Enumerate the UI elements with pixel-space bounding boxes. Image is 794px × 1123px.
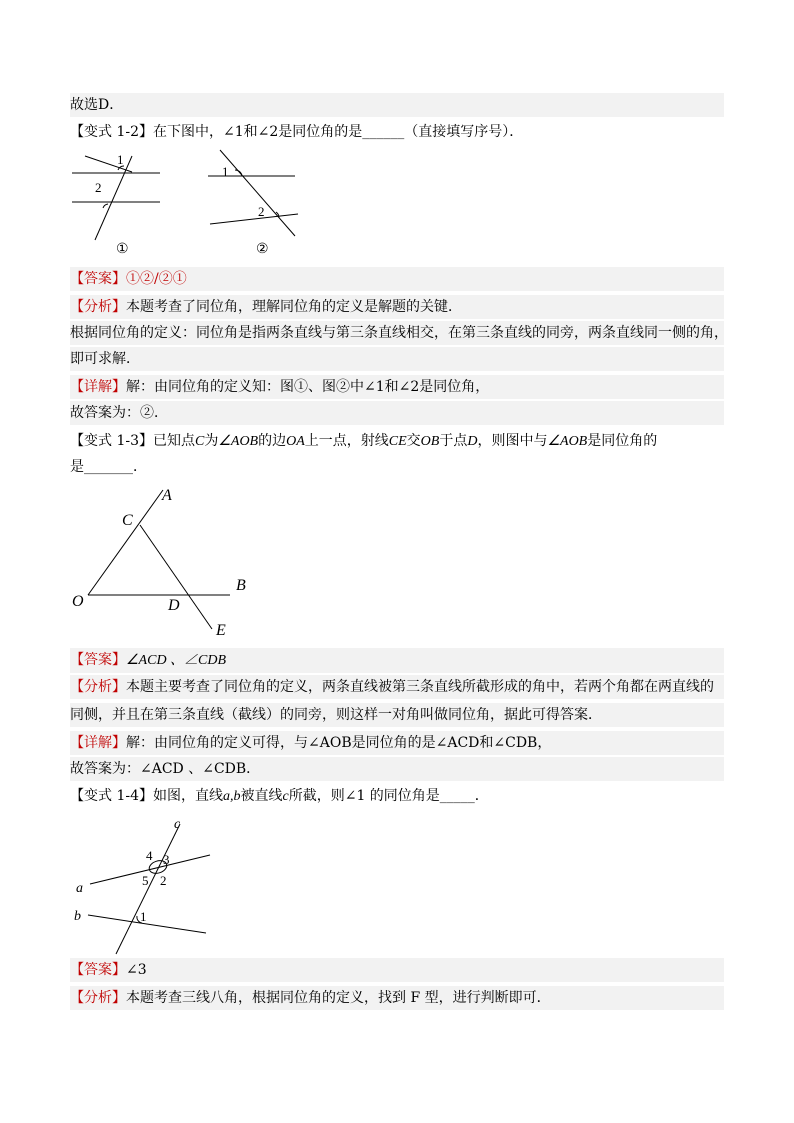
detail-tag: 【详解】	[70, 735, 126, 751]
analysis-text-2: 根据同位角的定义：同位角是指两条直线与第三条直线相交，在第三条直线的同旁，两条直线同一侧的角，	[70, 325, 728, 341]
detail-text: 解：由同位角的定义知：图①、图②中∠1和∠2是同位角，	[126, 379, 490, 395]
detail-1-2	[70, 375, 724, 399]
label-5: 5	[142, 873, 149, 888]
detail-1-3	[70, 731, 724, 755]
analysis-text: 本题主要考查了同位角的定义，两条直线被第三条直线所截形成的角中，若两个角都在两直线的	[126, 679, 714, 695]
answer-value: ①②/②①	[126, 271, 187, 287]
analysis-text-3: 即可求解．	[70, 351, 140, 367]
label-c: C	[122, 512, 133, 529]
question-1-4	[70, 784, 724, 809]
label-c: c	[174, 817, 181, 832]
q13-line2: 是_______．	[70, 459, 147, 475]
question-text-post: 是同位角的是______（直接填写序号）．	[278, 124, 524, 140]
analysis-text: 本题考查三线八角，根据同位角的定义，找到 F 型，进行判断即可．	[126, 990, 551, 1006]
detail-text-2: 故答案为：②．	[70, 405, 168, 421]
analysis-1-2	[70, 295, 724, 319]
q13-angle-aob-2: ∠AOB	[547, 434, 588, 449]
fig1-label-1: 1	[117, 152, 124, 167]
fig2-label-2: 2	[258, 204, 265, 219]
q13-text-b: 为	[204, 433, 219, 449]
fig1-label-2: 2	[95, 180, 102, 195]
q13-text-g: ，则图中与	[477, 433, 548, 449]
question-tag: 【变式 1-4】	[70, 788, 153, 804]
label-a: A	[162, 487, 172, 504]
analysis-tag: 【分析】	[70, 299, 126, 315]
angle-1-ref: ∠1	[223, 124, 244, 140]
q13-text-c: 的边	[258, 433, 287, 449]
q14-text-a: 如图，直线	[153, 788, 223, 804]
answer-1-3	[70, 648, 724, 673]
analysis-1-2-line2	[70, 321, 728, 345]
label-d: D	[168, 597, 180, 614]
answer-value: ∠3	[126, 962, 147, 978]
question-tag: 【变式 1-2】	[70, 124, 153, 140]
q13-text-h: 是同位角的	[587, 433, 658, 449]
answer-value: ∠ACD 、∠CDB	[126, 653, 227, 668]
angle-2-ref: ∠2	[257, 124, 279, 140]
conclusion-text: 故选D．	[70, 97, 124, 113]
q14-lines-ab: a,b	[223, 789, 241, 804]
figure-1-4	[70, 812, 220, 960]
q13-point-d: D	[467, 434, 478, 449]
q13-text-a: 已知点	[153, 433, 195, 449]
label-b: b	[74, 909, 81, 924]
question-text-pre: 在下图中，	[153, 124, 223, 140]
q13-ray-ob: OB	[420, 434, 440, 449]
analysis-text-2: 同侧，并且在第三条直线（截线）的同旁，则这样一对角叫做同位角，据此可得答案．	[70, 707, 602, 723]
answer-1-2	[70, 267, 724, 291]
q13-text-f: 于点	[439, 433, 468, 449]
conclusion-line	[70, 93, 724, 117]
q13-text-d: 上一点，射线	[304, 433, 389, 449]
q13-ray-ce: CE	[388, 434, 407, 449]
label-4: 4	[146, 848, 153, 863]
answer-1-4	[70, 958, 724, 982]
figure-1	[70, 148, 170, 248]
figure-1-caption: ①	[116, 241, 129, 257]
question-tag: 【变式 1-3】	[70, 433, 153, 449]
q13-point-c: C	[195, 434, 205, 449]
figure-2-caption: ②	[256, 241, 269, 257]
q14-text-c: 所截，则∠1 的同位角是_____．	[288, 788, 489, 804]
analysis-tag: 【分析】	[70, 990, 126, 1006]
detail-text-2: 故答案为：∠ACD 、∠CDB．	[70, 761, 261, 777]
q14-text-b: 被直线	[240, 788, 283, 804]
fig2-label-1: 1	[222, 164, 229, 179]
detail-tag: 【详解】	[70, 379, 126, 395]
analysis-1-2-line3	[70, 347, 724, 371]
detail-1-2-line2	[70, 401, 724, 425]
analysis-tag: 【分析】	[70, 679, 126, 695]
analysis-1-3	[70, 675, 724, 699]
question-1-3	[70, 429, 724, 454]
label-a: a	[76, 881, 83, 896]
q13-ray-oa: OA	[286, 434, 305, 449]
q14-line-c: c	[282, 789, 289, 804]
analysis-text: 本题考查了同位角，理解同位角的定义是解题的关键．	[126, 299, 462, 315]
question-text-and: 和	[243, 124, 258, 140]
question-1-3-line2	[70, 455, 724, 479]
question-1-2	[70, 120, 724, 144]
analysis-1-4	[70, 986, 724, 1010]
q13-text-e: 交	[406, 433, 421, 449]
detail-text: 解：由同位角的定义可得，与∠AOB是同位角的是∠ACD和∠CDB，	[126, 735, 552, 751]
answer-tag: 【答案】	[70, 271, 126, 287]
figure-1-3	[70, 484, 260, 644]
label-o: O	[72, 593, 84, 610]
answer-tag: 【答案】	[70, 962, 126, 978]
label-e: E	[216, 622, 226, 639]
label-3: 3	[163, 852, 170, 867]
label-1: 1	[140, 909, 147, 924]
figure-2	[200, 146, 310, 246]
label-b: B	[236, 577, 246, 594]
answer-tag: 【答案】	[70, 652, 126, 668]
analysis-1-3-line2	[70, 703, 724, 727]
q13-angle-aob: ∠AOB	[218, 434, 259, 449]
label-2: 2	[160, 873, 167, 888]
detail-1-3-line2	[70, 757, 724, 781]
